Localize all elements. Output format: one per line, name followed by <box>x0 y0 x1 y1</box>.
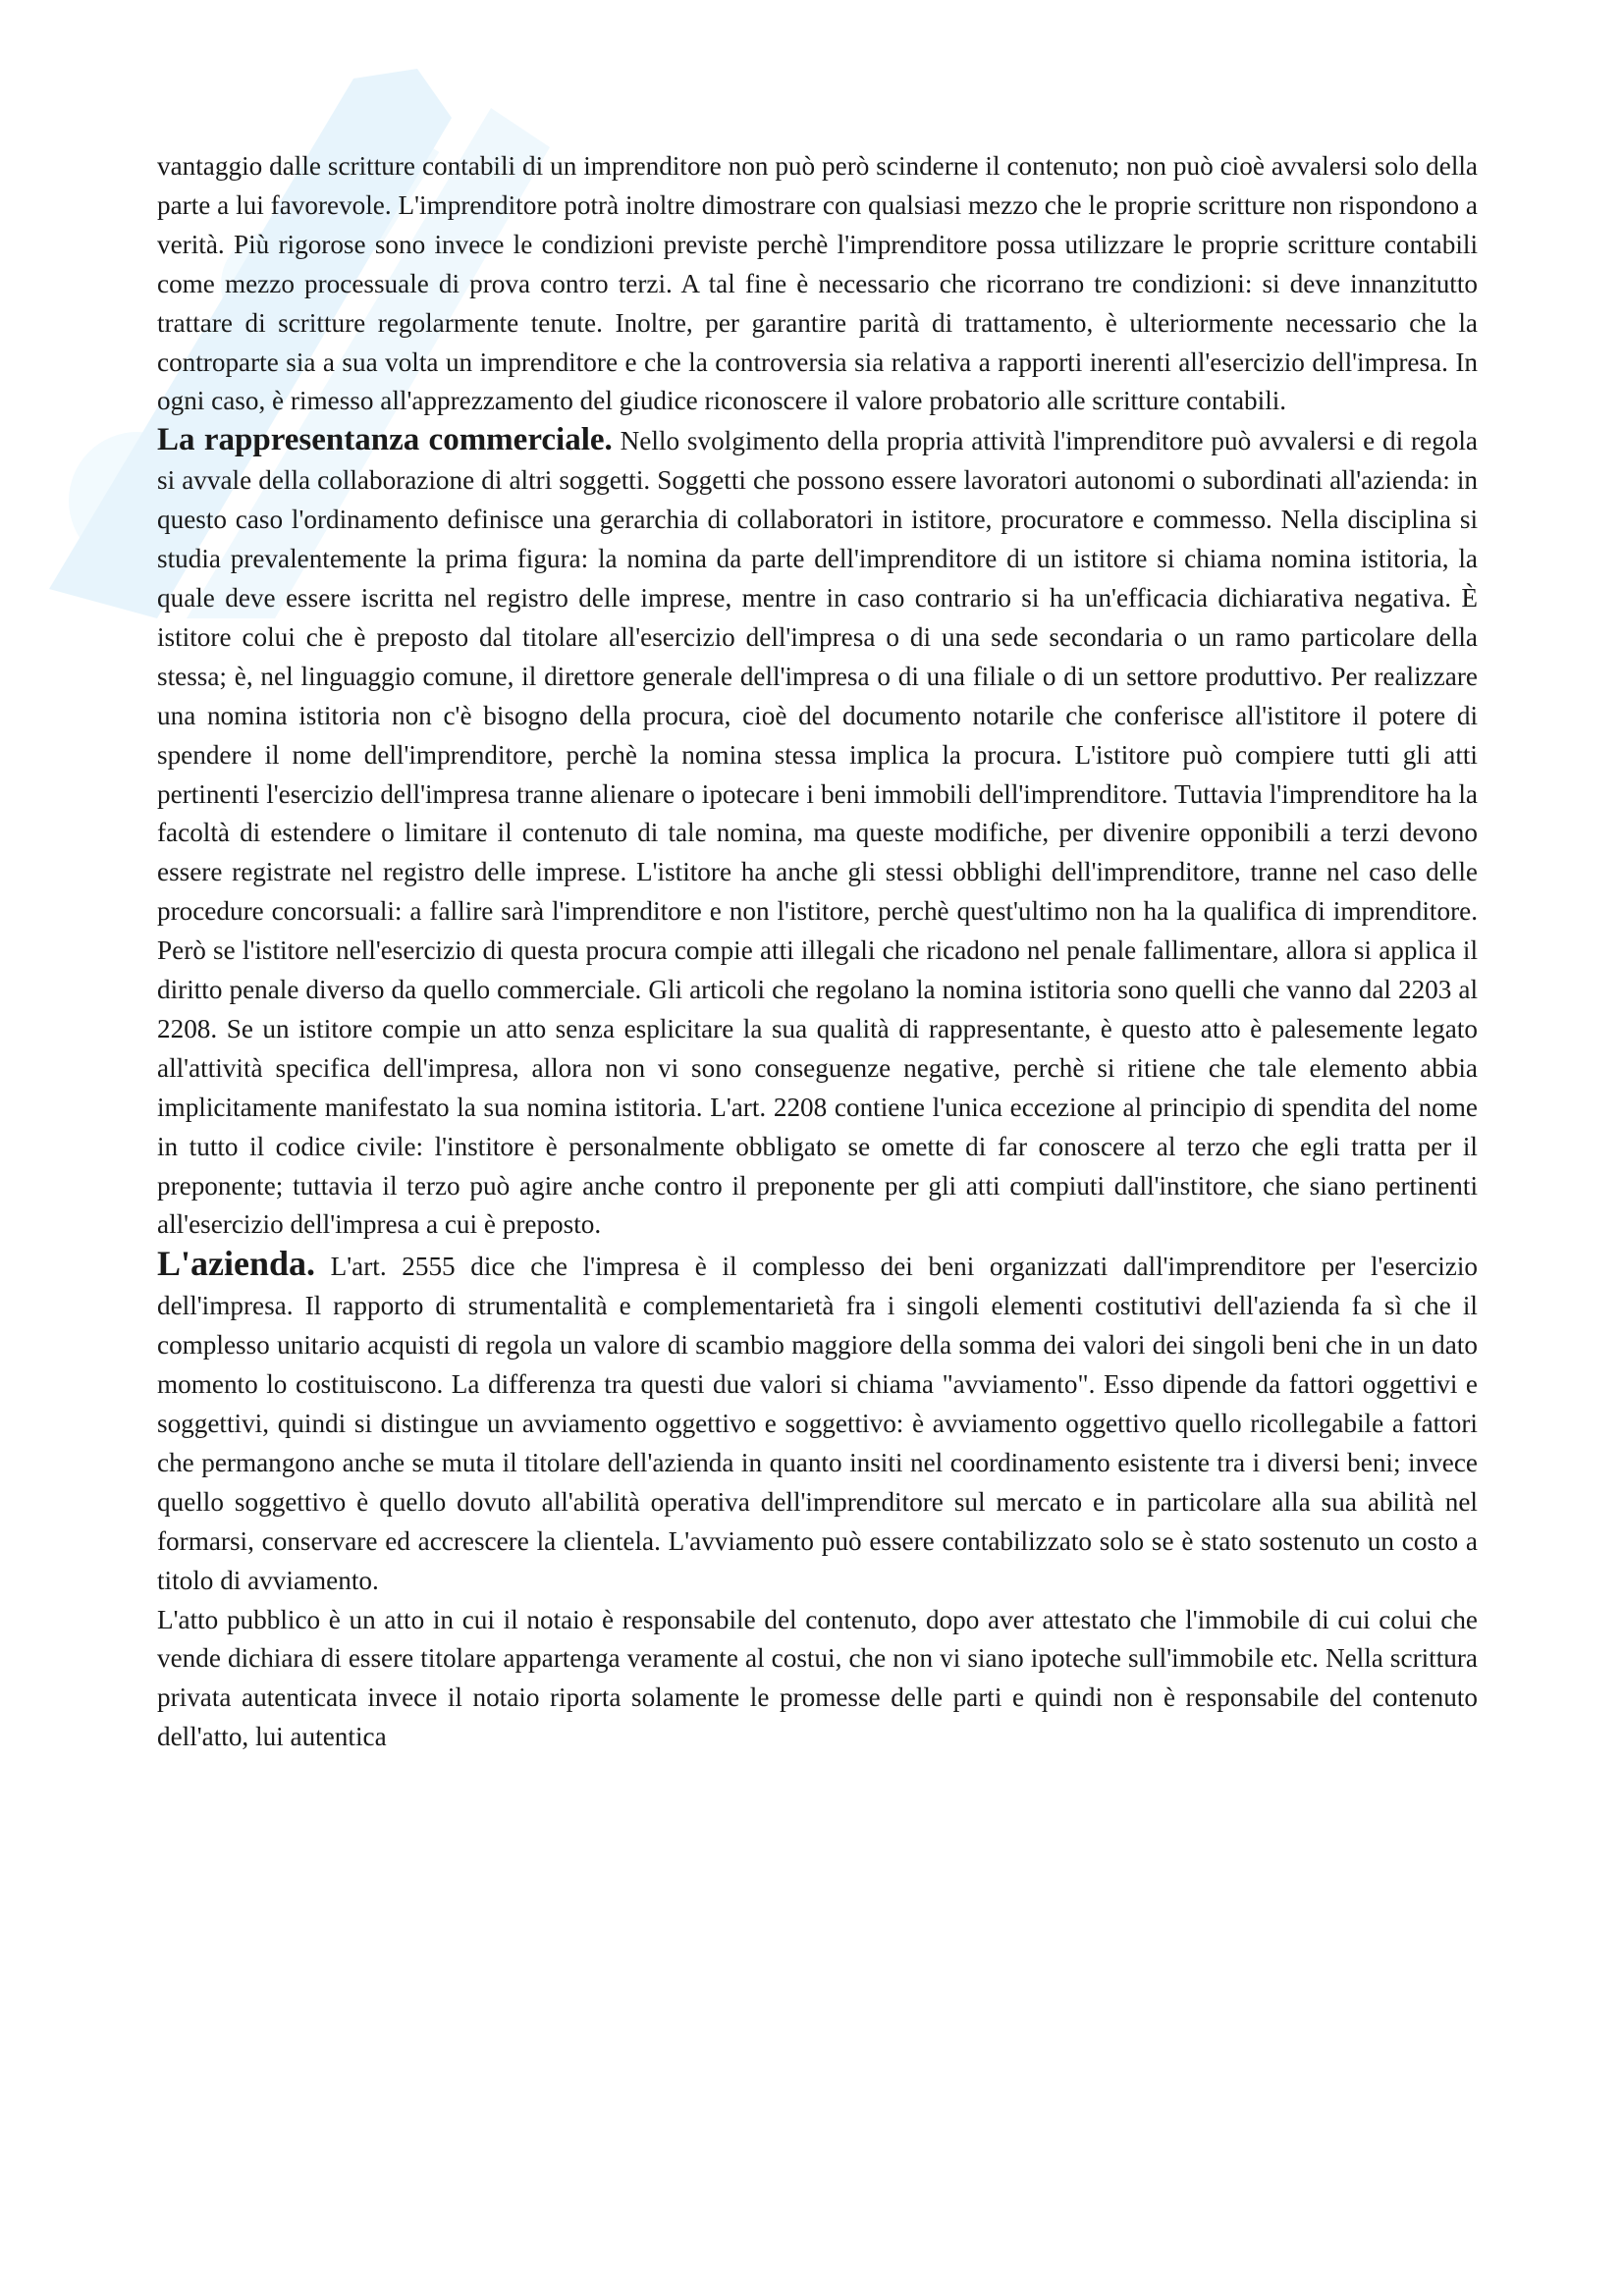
paragraph-text: vantaggio dalle scritture contabili di un imprenditore non può però scinderne il contenuto; non può cioè avvalersi solo della parte a lui favorevole. L'imprenditore potrà inoltre dimostrare con qualsiasi mezzo che le proprie scritture non rispondono a verità. Più rigorose sono invece le condizioni previste perchè l'imprenditore possa utilizzare le proprie scritture contabili come mezzo processuale di prova contro terzi. A tal fine è necessario che ricorrano tre condizioni: si deve innanzitutto trattare di scritture regolarmente tenute. Inoltre, per garantire parità di trattamento, è ulteriormente necessario che la controparte sia a sua volta un imprenditore e che la controversia sia relativa a rapporti inerenti all'esercizio dell'impresa. In ogni caso, è rimesso all'apprezzamento del giudice riconoscere il valore probatorio alle scritture contabili. <box>157 151 1478 416</box>
paragraph-text: L'atto pubblico è un atto in cui il notaio è responsabile del contenuto, dopo aver attestato che l'immobile di cui colui che vende dichiara di essere titolare appartenga veramente al costui, che non vi siano ipoteche sull'immobile etc. Nella scrittura privata autenticata invece il notaio riporta solamente le promesse delle parti e quindi non è responsabile del contenuto dell'atto, lui autentica <box>157 1604 1478 1752</box>
paragraph-text: Nello svolgimento della propria attività l'imprenditore può avvalersi e di regola si avvale della collaborazione di altri soggetti. Soggetti che possono essere lavoratori autonomi o subordinati all'azienda: in questo caso l'ordinamento definisce una gerarchia di collaboratori in istitore, procuratore e commesso. Nella disciplina si studia prevalentemente la prima figura: la nomina da parte dell'imprenditore di un istitore si chiama nomina istitoria, la quale deve essere iscritta nel registro delle imprese, mentre in caso contrario si ha un'efficacia dichiarativa negativa. È istitore colui che è preposto dal titolare all'esercizio dell'impresa o di una sede secondaria o un ramo particolare della stessa; è, nel linguaggio comune, il direttore generale dell'impresa o di una filiale o di un settore produttivo. Per realizzare una nomina istitoria non c'è bisogno della procura, cioè del documento notarile che conferisce all'istitore il potere di spendere il nome dell'imprenditore, perchè la nomina stessa implica la procura. L'istitore può compiere tutti gli atti pertinenti l'esercizio dell'impresa tranne alienare o ipotecare i beni immobili dell'imprenditore. Tuttavia l'imprenditore ha la facoltà di estendere o limitare il contenuto di tale nomina, ma queste modifiche, per divenire opponibili a terzi devono essere registrate nel registro delle imprese. L'istitore ha anche gli stessi obblighi dell'imprenditore, tranne nel caso delle procedure concorsuali: a fallire sarà l'imprenditore e non l'istitore, perchè quest'ultimo non ha la qualifica di imprenditore. Però se l'istitore nell'esercizio di questa procura compie atti illegali che ricadono nel penale fallimentare, allora si applica il diritto penale diverso da quello commerciale. Gli articoli che regolano la nomina istitoria sono quelli che vanno dal 2203 al 2208. Se un istitore compie un atto senza esplicitare la sua qualità di rappresentante, è questo atto è palesemente legato all'attività specifica dell'impresa, allora non vi sono conseguenze negative, perchè si ritiene che tale elemento abbia implicitamente manifestato la sua nomina istitoria. L'art. 2208 contiene l'unica eccezione al principio di spendita del nome in tutto il codice civile: l'institore è personalmente obbligato se omette di far conoscere al terzo che egli tratta per il preponente; tuttavia il terzo può agire anche contro il preponente per gli atti compiuti dall'institore, che siano pertinenti all'esercizio dell'impresa a cui è preposto. <box>157 426 1478 1240</box>
paragraph-atto-pubblico <box>157 1601 1478 1758</box>
paragraph-rappresentanza-commerciale <box>157 421 1478 1245</box>
section-heading-rappresentanza: La rappresentanza commerciale. <box>157 422 613 458</box>
paragraph-scritture-contabili <box>157 147 1478 421</box>
document-page <box>157 147 1478 1757</box>
paragraph-azienda <box>157 1245 1478 1600</box>
section-heading-azienda: L'azienda. <box>157 1244 316 1284</box>
paragraph-text: L'art. 2555 dice che l'impresa è il complesso dei beni organizzati dall'imprenditore per l'esercizio dell'impresa. Il rapporto di strumentalità e complementarietà fra i singoli elementi costitutivi dell'azienda fa sì che il complesso unitario acquisti di regola un valore di scambio maggiore della somma dei valori dei singoli beni che in un dato momento lo costituiscono. La differenza tra questi due valori si chiama "avviamento". Esso dipende da fattori oggettivi e soggettivi, quindi si distingue un avviamento oggettivo e soggettivo: è avviamento oggettivo quello ricollegabile a fattori che permangono anche se muta il titolare dell'azienda in quanto insiti nel coordinamento esistente tra i diversi beni; invece quello soggettivo è quello dovuto all'abilità operativa dell'imprenditore sul mercato e in particolare alla sua abilità nel formarsi, conservare ed accrescere la clientela. L'avviamento può essere contabilizzato solo se è stato sostenuto un costo a titolo di avviamento. <box>157 1252 1478 1595</box>
